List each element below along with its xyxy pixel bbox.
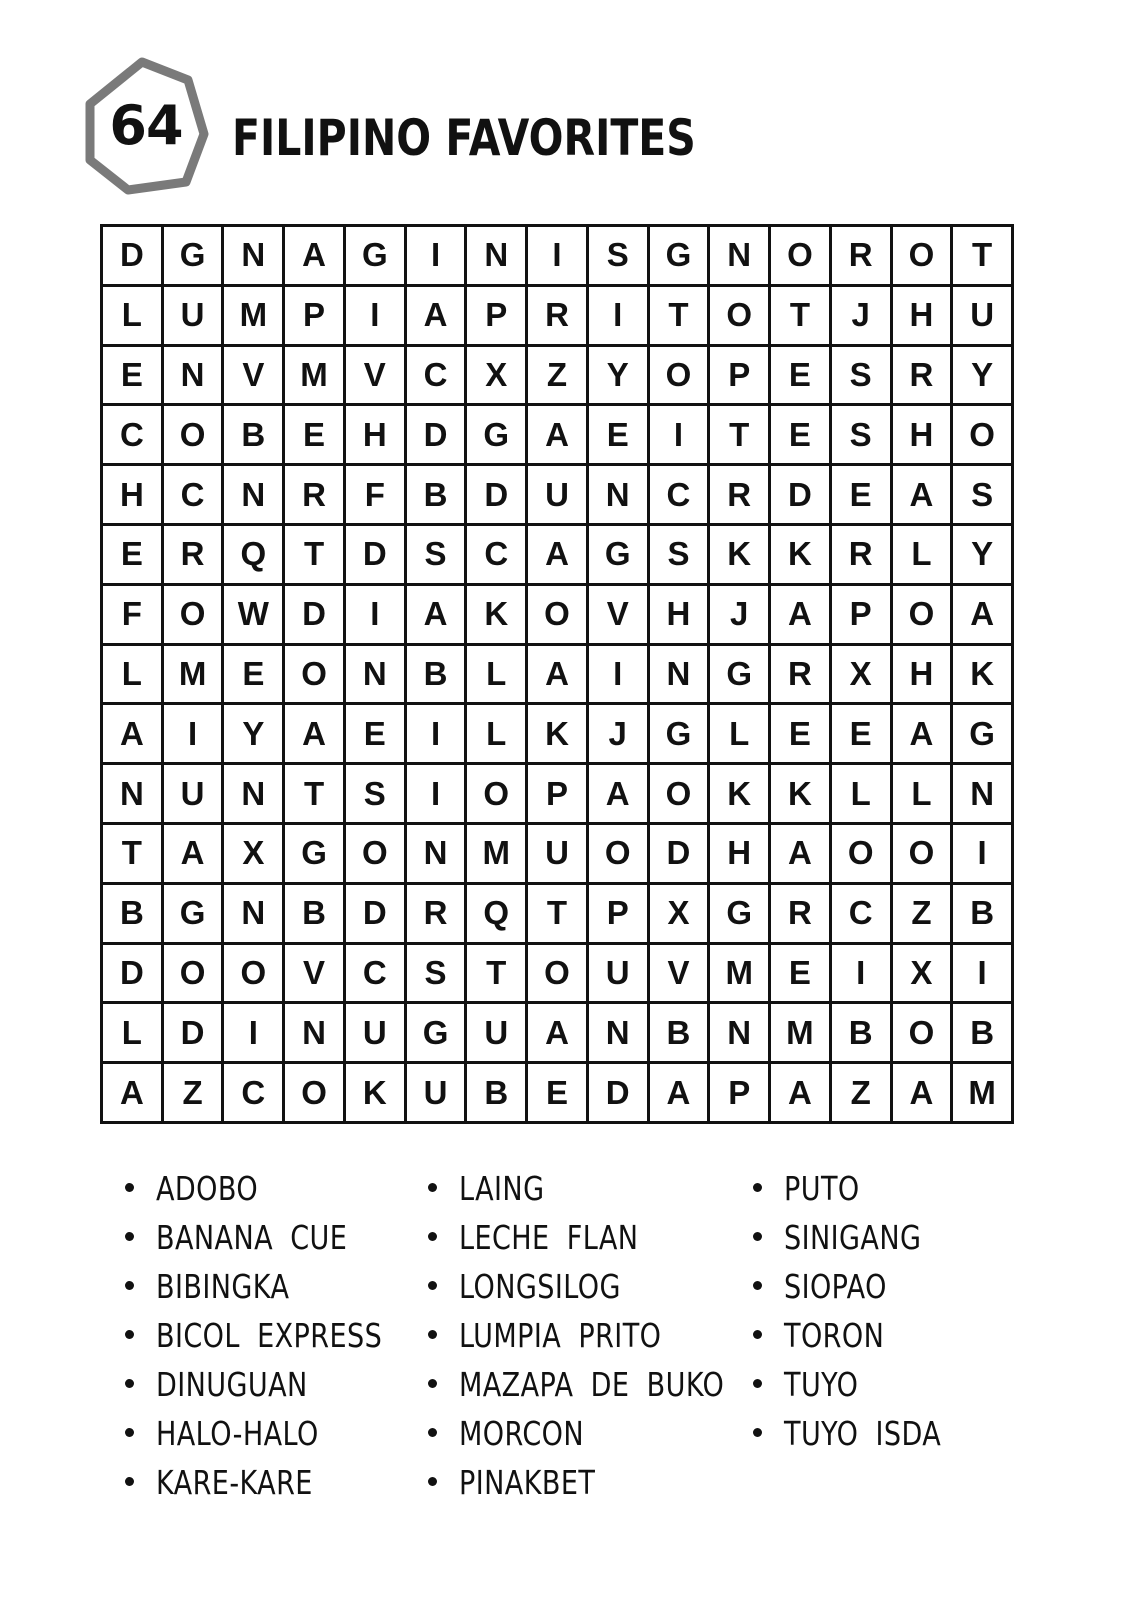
word-label: ADOBO	[156, 1169, 259, 1208]
bullet-icon	[125, 1281, 134, 1290]
grid-cell[interactable]: D	[103, 945, 161, 1002]
grid-cell[interactable]: Y	[224, 705, 282, 762]
word-list-item	[125, 1164, 432, 1213]
bullet-icon	[753, 1183, 762, 1192]
grid-cell[interactable]: O	[164, 945, 222, 1002]
bullet-icon	[428, 1379, 437, 1388]
grid-cell[interactable]: A	[953, 586, 1011, 643]
grid-cell[interactable]: I	[528, 227, 586, 284]
grid-cell[interactable]: U	[528, 825, 586, 882]
grid-cell[interactable]: R	[285, 466, 343, 523]
grid-cell[interactable]: E	[528, 1064, 586, 1121]
grid-cell[interactable]: X	[224, 825, 282, 882]
word-label: LONGSILOG	[459, 1267, 621, 1306]
grid-cell[interactable]: B	[953, 1004, 1011, 1061]
grid-cell[interactable]: N	[953, 765, 1011, 822]
word-label: LECHE FLAN	[459, 1218, 639, 1257]
grid-cell[interactable]: O	[285, 1064, 343, 1121]
grid-cell[interactable]: C	[650, 466, 708, 523]
grid-cell[interactable]: Q	[224, 526, 282, 583]
grid-cell[interactable]: G	[467, 406, 525, 463]
grid-cell[interactable]: M	[771, 1004, 829, 1061]
grid-cell[interactable]: R	[710, 466, 768, 523]
grid-cell[interactable]: U	[164, 765, 222, 822]
grid-cell[interactable]: T	[710, 406, 768, 463]
word-label: DINUGUAN	[156, 1365, 308, 1404]
grid-cell[interactable]: O	[832, 825, 890, 882]
grid-cell[interactable]: R	[893, 347, 951, 404]
grid-cell[interactable]: U	[467, 1004, 525, 1061]
grid-cell[interactable]: R	[832, 227, 890, 284]
grid-cell[interactable]: C	[346, 945, 404, 1002]
word-label: PINAKBET	[459, 1463, 596, 1502]
grid-cell[interactable]: A	[528, 526, 586, 583]
grid-cell[interactable]: L	[893, 526, 951, 583]
grid-cell[interactable]: S	[953, 466, 1011, 523]
grid-cell[interactable]: A	[771, 586, 829, 643]
word-list-item	[125, 1360, 432, 1409]
bullet-icon	[428, 1330, 437, 1339]
grid-cell[interactable]: J	[589, 705, 647, 762]
grid-cell[interactable]: G	[285, 825, 343, 882]
grid-cell[interactable]: A	[528, 1004, 586, 1061]
grid-cell[interactable]: T	[103, 825, 161, 882]
grid-cell[interactable]: F	[103, 586, 161, 643]
grid-cell[interactable]: D	[771, 466, 829, 523]
grid-cell[interactable]: A	[589, 765, 647, 822]
grid-cell[interactable]: D	[650, 825, 708, 882]
word-label: MORCON	[459, 1414, 584, 1453]
grid-cell[interactable]: I	[224, 1004, 282, 1061]
grid-cell[interactable]: G	[650, 705, 708, 762]
grid-cell[interactable]: B	[953, 885, 1011, 942]
word-label: BICOL EXPRESS	[156, 1316, 383, 1355]
grid-cell[interactable]: L	[832, 765, 890, 822]
bullet-icon	[125, 1428, 134, 1437]
bullet-icon	[125, 1330, 134, 1339]
grid-cell[interactable]: N	[710, 1004, 768, 1061]
grid-cell[interactable]: N	[407, 825, 465, 882]
grid-cell[interactable]: O	[224, 945, 282, 1002]
grid-cell[interactable]: K	[953, 646, 1011, 703]
word-label: BIBINGKA	[156, 1267, 290, 1306]
grid-cell[interactable]: I	[407, 227, 465, 284]
grid-cell[interactable]: M	[224, 287, 282, 344]
grid-cell[interactable]: K	[710, 526, 768, 583]
grid-cell[interactable]: R	[771, 885, 829, 942]
grid-cell[interactable]: G	[164, 885, 222, 942]
grid-cell[interactable]: C	[103, 406, 161, 463]
grid-cell[interactable]: P	[710, 347, 768, 404]
grid-cell[interactable]: I	[953, 945, 1011, 1002]
grid-cell[interactable]: A	[407, 287, 465, 344]
word-list-item	[753, 1409, 976, 1458]
grid-cell[interactable]: O	[893, 586, 951, 643]
grid-cell[interactable]: G	[407, 1004, 465, 1061]
grid-cell[interactable]: K	[346, 1064, 404, 1121]
grid-cell[interactable]: O	[710, 287, 768, 344]
grid-cell[interactable]: A	[103, 705, 161, 762]
grid-cell[interactable]: V	[589, 586, 647, 643]
grid-cell[interactable]: E	[103, 526, 161, 583]
grid-cell[interactable]: E	[771, 705, 829, 762]
grid-cell[interactable]: T	[285, 765, 343, 822]
grid-cell[interactable]: U	[346, 1004, 404, 1061]
grid-cell[interactable]: A	[893, 466, 951, 523]
grid-cell[interactable]: E	[589, 406, 647, 463]
grid-cell[interactable]: C	[164, 466, 222, 523]
grid-cell[interactable]: H	[710, 825, 768, 882]
grid-cell[interactable]: S	[832, 406, 890, 463]
grid-cell[interactable]: G	[650, 227, 708, 284]
grid-cell[interactable]: H	[650, 586, 708, 643]
grid-cell[interactable]: Z	[832, 1064, 890, 1121]
word-label: SIOPAO	[784, 1267, 887, 1306]
grid-cell[interactable]: B	[224, 406, 282, 463]
grid-cell[interactable]: K	[710, 765, 768, 822]
grid-cell[interactable]: B	[467, 1064, 525, 1121]
grid-cell[interactable]: X	[893, 945, 951, 1002]
grid-cell[interactable]: A	[103, 1064, 161, 1121]
grid-cell[interactable]: A	[285, 705, 343, 762]
grid-cell[interactable]: D	[103, 227, 161, 284]
grid-cell[interactable]: N	[589, 466, 647, 523]
grid-cell[interactable]: X	[467, 347, 525, 404]
grid-cell[interactable]: V	[346, 347, 404, 404]
grid-cell[interactable]: C	[407, 347, 465, 404]
word-list-item	[753, 1360, 976, 1409]
grid-cell[interactable]: D	[407, 406, 465, 463]
grid-cell[interactable]: E	[832, 705, 890, 762]
puzzle-title: FILIPINO FAVORITES	[232, 109, 696, 167]
grid-cell[interactable]: N	[285, 1004, 343, 1061]
word-list	[125, 1164, 1005, 1504]
bullet-icon	[428, 1183, 437, 1192]
grid-cell[interactable]: D	[346, 885, 404, 942]
grid-cell[interactable]: G	[589, 526, 647, 583]
grid-cell[interactable]: P	[528, 765, 586, 822]
grid-cell[interactable]: C	[467, 526, 525, 583]
word-column	[428, 1164, 782, 1507]
grid-cell[interactable]: P	[589, 885, 647, 942]
word-label: HALO-HALO	[156, 1414, 319, 1453]
grid-cell[interactable]: B	[285, 885, 343, 942]
grid-cell[interactable]: E	[771, 406, 829, 463]
grid-cell[interactable]: H	[893, 287, 951, 344]
grid-cell[interactable]: A	[528, 646, 586, 703]
word-label: LAING	[459, 1169, 545, 1208]
grid-cell[interactable]: O	[650, 765, 708, 822]
grid-cell[interactable]: G	[710, 646, 768, 703]
bullet-icon	[753, 1281, 762, 1290]
grid-cell[interactable]: A	[407, 586, 465, 643]
grid-cell[interactable]: G	[710, 885, 768, 942]
grid-cell[interactable]: G	[346, 227, 404, 284]
grid-cell[interactable]: I	[650, 406, 708, 463]
bullet-icon	[753, 1232, 762, 1241]
grid-cell[interactable]: W	[224, 586, 282, 643]
grid-cell[interactable]: I	[164, 705, 222, 762]
grid-cell[interactable]: B	[103, 885, 161, 942]
grid-cell[interactable]: P	[832, 586, 890, 643]
grid-cell[interactable]: T	[528, 885, 586, 942]
grid-cell[interactable]: O	[893, 1004, 951, 1061]
grid-cell[interactable]: Y	[589, 347, 647, 404]
grid-cell[interactable]: L	[103, 1004, 161, 1061]
grid-cell[interactable]: Z	[893, 885, 951, 942]
grid-cell[interactable]: H	[103, 466, 161, 523]
grid-cell[interactable]: O	[528, 945, 586, 1002]
grid-cell[interactable]: U	[953, 287, 1011, 344]
word-list-item	[125, 1409, 432, 1458]
grid-cell[interactable]: T	[285, 526, 343, 583]
bullet-icon	[753, 1330, 762, 1339]
grid-cell[interactable]: Y	[953, 347, 1011, 404]
bullet-icon	[753, 1428, 762, 1437]
grid-cell[interactable]: N	[710, 227, 768, 284]
grid-cell[interactable]: M	[285, 347, 343, 404]
word-list-item	[125, 1213, 432, 1262]
grid-cell[interactable]: S	[589, 227, 647, 284]
grid-cell[interactable]: U	[164, 287, 222, 344]
grid-cell[interactable]: I	[346, 287, 404, 344]
grid-cell[interactable]: O	[893, 825, 951, 882]
grid-cell[interactable]: U	[589, 945, 647, 1002]
grid-cell[interactable]: D	[589, 1064, 647, 1121]
grid-cell[interactable]: B	[407, 466, 465, 523]
grid-cell[interactable]: L	[103, 646, 161, 703]
grid-cell[interactable]: N	[224, 765, 282, 822]
grid-cell[interactable]: U	[407, 1064, 465, 1121]
word-list-item	[428, 1360, 782, 1409]
grid-cell[interactable]: L	[467, 705, 525, 762]
grid-cell[interactable]: H	[893, 646, 951, 703]
bullet-icon	[125, 1183, 134, 1192]
word-list-item	[428, 1458, 782, 1507]
grid-cell[interactable]: I	[407, 705, 465, 762]
grid-cell[interactable]: X	[832, 646, 890, 703]
word-list-item	[428, 1213, 782, 1262]
grid-cell[interactable]: A	[650, 1064, 708, 1121]
grid-cell[interactable]: Q	[467, 885, 525, 942]
word-list-item	[428, 1262, 782, 1311]
grid-cell[interactable]: U	[528, 466, 586, 523]
bullet-icon	[125, 1232, 134, 1241]
word-list-item	[753, 1262, 976, 1311]
grid-cell[interactable]: R	[832, 526, 890, 583]
grid-cell[interactable]: R	[164, 526, 222, 583]
grid-cell[interactable]: M	[953, 1064, 1011, 1121]
grid-cell[interactable]: A	[771, 1064, 829, 1121]
word-column	[753, 1164, 976, 1458]
grid-cell[interactable]: O	[346, 825, 404, 882]
grid-cell[interactable]: V	[650, 945, 708, 1002]
grid-cell[interactable]: I	[589, 646, 647, 703]
grid-cell[interactable]: M	[710, 945, 768, 1002]
word-label: TORON	[784, 1316, 885, 1355]
grid-cell[interactable]: I	[953, 825, 1011, 882]
grid-cell[interactable]: I	[346, 586, 404, 643]
grid-cell[interactable]: L	[710, 705, 768, 762]
grid-cell[interactable]: E	[103, 347, 161, 404]
grid-cell[interactable]: S	[407, 526, 465, 583]
bullet-icon	[428, 1232, 437, 1241]
grid-cell[interactable]: E	[832, 466, 890, 523]
word-label: MAZAPA DE BUKO	[459, 1365, 725, 1404]
word-label: PUTO	[784, 1169, 860, 1208]
grid-cell[interactable]: D	[164, 1004, 222, 1061]
bullet-icon	[428, 1281, 437, 1290]
grid-cell[interactable]: N	[164, 347, 222, 404]
grid-cell[interactable]: C	[224, 1064, 282, 1121]
grid-cell[interactable]: E	[771, 945, 829, 1002]
grid-cell[interactable]: T	[953, 227, 1011, 284]
grid-cell[interactable]: I	[832, 945, 890, 1002]
grid-cell[interactable]: E	[285, 406, 343, 463]
grid-cell[interactable]: A	[285, 227, 343, 284]
grid-cell[interactable]: V	[285, 945, 343, 1002]
grid-cell[interactable]: R	[407, 885, 465, 942]
grid-cell[interactable]: O	[589, 825, 647, 882]
grid-cell[interactable]: S	[407, 945, 465, 1002]
grid-cell[interactable]: P	[467, 287, 525, 344]
grid-cell[interactable]: A	[164, 825, 222, 882]
grid-cell[interactable]: A	[893, 705, 951, 762]
grid-cell[interactable]: K	[467, 586, 525, 643]
bullet-icon	[428, 1428, 437, 1437]
grid-cell[interactable]: K	[771, 765, 829, 822]
grid-cell[interactable]: N	[224, 227, 282, 284]
word-list-item	[753, 1311, 976, 1360]
puzzle-number: 64	[109, 93, 183, 157]
grid-cell[interactable]: R	[528, 287, 586, 344]
grid-cell[interactable]: Y	[953, 526, 1011, 583]
grid-cell[interactable]: S	[346, 765, 404, 822]
grid-cell[interactable]: H	[346, 406, 404, 463]
grid-cell[interactable]: N	[467, 227, 525, 284]
grid-cell[interactable]: O	[893, 227, 951, 284]
grid-cell[interactable]: N	[589, 1004, 647, 1061]
word-list-item	[753, 1213, 976, 1262]
grid-cell[interactable]: O	[285, 646, 343, 703]
grid-cell[interactable]: A	[771, 825, 829, 882]
bullet-icon	[125, 1379, 134, 1388]
grid-cell[interactable]: Z	[528, 347, 586, 404]
grid-cell[interactable]: S	[832, 347, 890, 404]
grid-cell[interactable]: Z	[164, 1064, 222, 1121]
word-label: BANANA CUE	[156, 1218, 348, 1257]
grid-cell[interactable]: O	[164, 586, 222, 643]
grid-cell[interactable]: D	[285, 586, 343, 643]
grid-cell[interactable]: E	[346, 705, 404, 762]
grid-cell[interactable]: O	[650, 347, 708, 404]
grid-cell[interactable]: C	[832, 885, 890, 942]
grid-cell[interactable]: I	[589, 287, 647, 344]
grid-cell[interactable]: N	[224, 466, 282, 523]
grid-cell[interactable]: N	[103, 765, 161, 822]
grid-cell[interactable]: K	[528, 705, 586, 762]
grid-cell[interactable]: A	[893, 1064, 951, 1121]
grid-cell[interactable]: G	[164, 227, 222, 284]
word-list-item	[428, 1164, 782, 1213]
word-search-grid	[100, 224, 1014, 1124]
word-label: KARE-KARE	[156, 1463, 313, 1502]
word-column	[125, 1164, 432, 1507]
word-list-item	[125, 1458, 432, 1507]
grid-cell[interactable]: L	[893, 765, 951, 822]
grid-cell[interactable]: T	[771, 287, 829, 344]
grid-cell[interactable]: F	[346, 466, 404, 523]
grid-cell[interactable]: O	[467, 765, 525, 822]
grid-cell[interactable]: N	[650, 646, 708, 703]
grid-cell[interactable]: D	[346, 526, 404, 583]
grid-cell[interactable]: O	[771, 227, 829, 284]
grid-cell[interactable]: M	[467, 825, 525, 882]
word-list-item	[125, 1262, 432, 1311]
grid-cell[interactable]: P	[710, 1064, 768, 1121]
grid-cell[interactable]: N	[224, 885, 282, 942]
bullet-icon	[428, 1477, 437, 1486]
word-label: SINIGANG	[784, 1218, 922, 1257]
grid-cell[interactable]: V	[224, 347, 282, 404]
word-label: TUYO	[784, 1365, 859, 1404]
grid-cell[interactable]: I	[407, 765, 465, 822]
grid-cell[interactable]: O	[953, 406, 1011, 463]
grid-cell[interactable]: E	[771, 347, 829, 404]
word-list-item	[753, 1164, 976, 1213]
grid-cell[interactable]: T	[467, 945, 525, 1002]
puzzle-number-badge	[76, 56, 216, 206]
grid-cell[interactable]: B	[832, 1004, 890, 1061]
bullet-icon	[753, 1379, 762, 1388]
grid-cell[interactable]: N	[346, 646, 404, 703]
grid-cell[interactable]: X	[650, 885, 708, 942]
grid-cell[interactable]: J	[832, 287, 890, 344]
word-label: LUMPIA PRITO	[459, 1316, 662, 1355]
grid-cell[interactable]: J	[710, 586, 768, 643]
bullet-icon	[125, 1477, 134, 1486]
word-list-item	[125, 1311, 432, 1360]
grid-cell[interactable]: B	[650, 1004, 708, 1061]
grid-cell[interactable]: P	[285, 287, 343, 344]
grid-cell[interactable]: H	[893, 406, 951, 463]
grid-cell[interactable]: D	[467, 466, 525, 523]
word-label: TUYO ISDA	[784, 1414, 942, 1453]
word-list-item	[428, 1409, 782, 1458]
grid-cell[interactable]: R	[771, 646, 829, 703]
grid-cell[interactable]: S	[650, 526, 708, 583]
grid-cell[interactable]: B	[407, 646, 465, 703]
grid-cell[interactable]: A	[528, 406, 586, 463]
grid-cell[interactable]: K	[771, 526, 829, 583]
word-list-item	[428, 1311, 782, 1360]
grid-cell[interactable]: G	[953, 705, 1011, 762]
grid-cell[interactable]: L	[467, 646, 525, 703]
grid-cell[interactable]: M	[164, 646, 222, 703]
grid-cell[interactable]: O	[164, 406, 222, 463]
grid-cell[interactable]: O	[528, 586, 586, 643]
grid-cell[interactable]: E	[224, 646, 282, 703]
grid-cell[interactable]: L	[103, 287, 161, 344]
grid-cell[interactable]: T	[650, 287, 708, 344]
